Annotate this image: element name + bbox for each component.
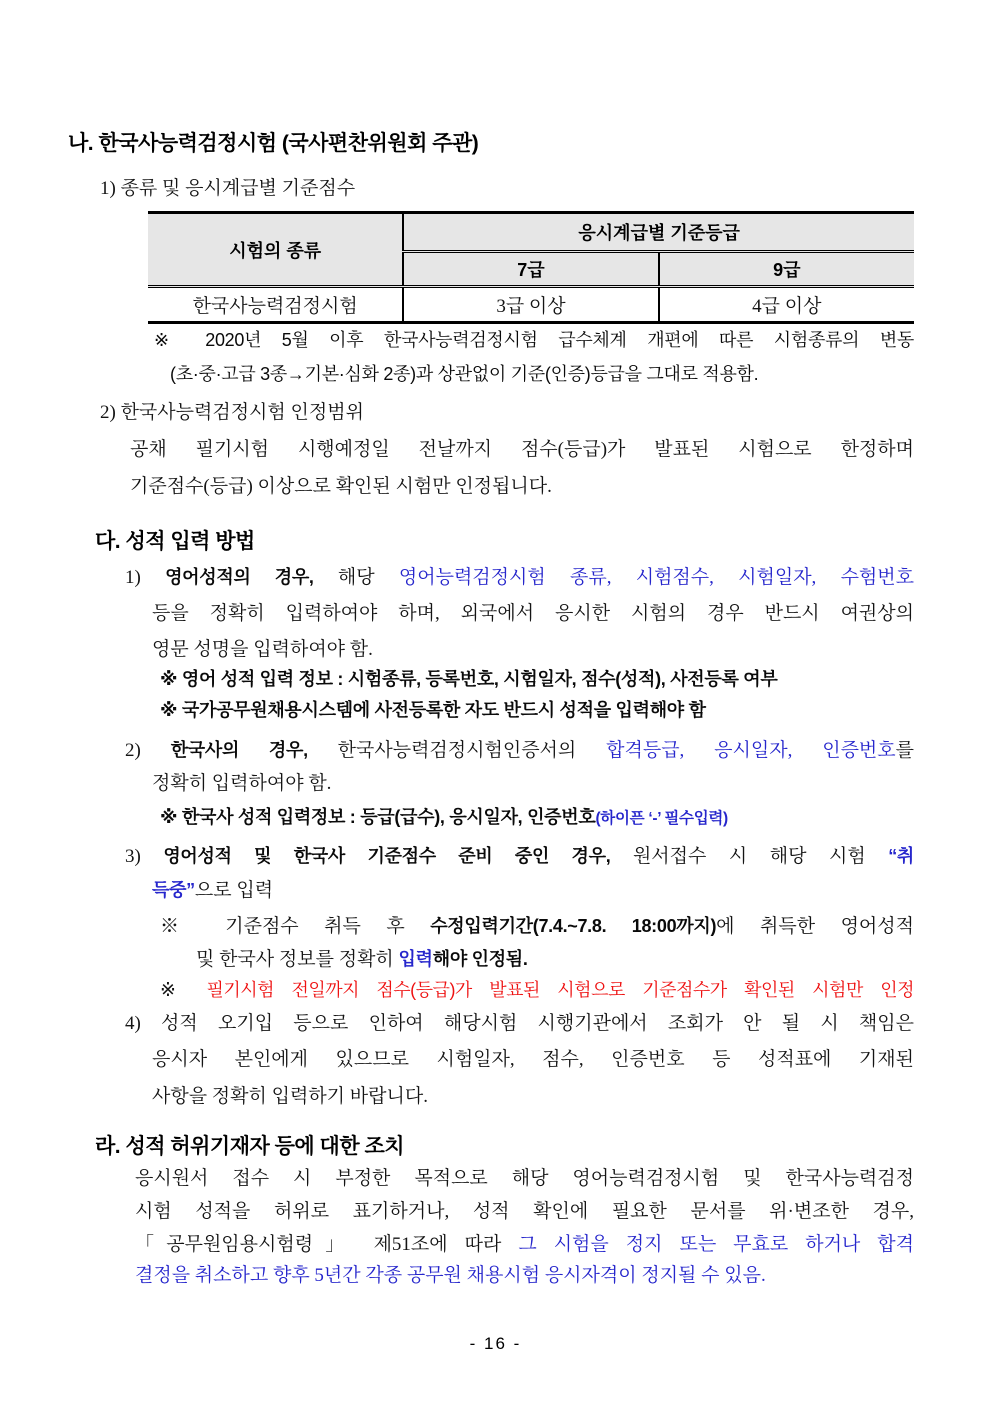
text-run: ※ 기준점수 취득 후 <box>160 916 431 937</box>
text-run: 시험 성적을 허위로 표기하거나, 성적 확인에 필요한 문서를 위·변조한 경우, <box>135 1201 914 1222</box>
text-run: (초·중·고급 3종→기본·심화 2종)과 상관없이 기준(인증)등급을 그대로 적용함. <box>170 364 759 384</box>
table-header-grade7: 7급 <box>403 252 658 287</box>
text-run: 영문 성명을 입력하여야 함. <box>152 639 373 660</box>
text-run: 그 시험을 정지 또는 무효로 하거나 합격 <box>518 1234 914 1255</box>
table-row <box>148 213 914 252</box>
body-line <box>125 1012 914 1036</box>
text-run: 필기시험 전일까지 점수(등급)가 발표된 시험으로 기준점수가 확인된 시험만 인정 <box>206 980 915 1000</box>
text-run: 정확히 입력하여야 함. <box>152 773 332 794</box>
note-line <box>196 948 528 972</box>
text-run: 수정입력기간(7.4.~7.8. 18:00까지) <box>430 916 717 936</box>
table-row <box>148 287 914 323</box>
section-heading-ra: 라. 성적 허위기재자 등에 대한 조치 <box>95 1135 405 1158</box>
text-run: 원서접수 시 해당 시험 <box>610 846 889 867</box>
body-line <box>152 879 273 903</box>
body-line <box>152 772 331 796</box>
table-cell-exam-name: 한국사능력검정시험 <box>148 287 403 323</box>
text-run: 합격등급, 응시일자, 인증번호 <box>606 740 896 761</box>
note-line <box>154 329 914 353</box>
text-run: (하이픈 ‘-’ 필수입력) <box>595 810 728 827</box>
table-header-grade9: 9급 <box>659 252 914 287</box>
text-run: 등을 정확히 입력하여야 하며, 외국에서 응시한 시험의 경우 반드시 여권상의 <box>152 603 914 624</box>
note-line <box>160 699 706 723</box>
body-line <box>152 1085 428 1109</box>
text-run: 영어성적 및 한국사 기준점수 준비 중인 경우, <box>163 846 611 866</box>
text-run: 득중” <box>152 880 195 900</box>
text-run: 3) <box>125 846 164 867</box>
table-cell-grade7: 3급 이상 <box>403 287 658 323</box>
note-line <box>160 915 914 939</box>
text-run: ※ 2020년 5월 이후 한국사능력검정시험 급수체계 개편에 따른 시험종류의 변동 <box>154 330 914 350</box>
text-run: “취 <box>888 846 914 866</box>
text-run: 입력 <box>398 949 433 969</box>
text-run: 기준점수(등급) 이상으로 확인된 시험만 인정됩니다. <box>130 476 552 497</box>
text-run: 해당 <box>313 567 399 588</box>
text-run: 2) <box>125 740 171 761</box>
text-run: 및 한국사 정보를 정확히 <box>196 949 399 970</box>
section-heading-na: 나. 한국사능력검정시험 (국사편찬위원회 주관) <box>68 132 479 155</box>
note-line <box>170 363 758 387</box>
table-cell-grade9: 4급 이상 <box>659 287 914 323</box>
text-run: ※ 한국사 성적 입력정보 : 등급(급수), 응시일자, 인증번호 <box>160 807 596 827</box>
note-line <box>160 806 728 830</box>
body-line <box>125 845 914 869</box>
text-run: 한국사의 경우, <box>170 740 308 760</box>
text-run: 한국사능력검정시험인증서의 <box>307 740 607 761</box>
text-run: 공채 필기시험 시행예정일 전날까지 점수(등급)가 발표된 시험으로 한정하며 <box>130 439 914 460</box>
text-run: ※ <box>160 980 207 1001</box>
page-number: - 16 - <box>469 1334 522 1353</box>
text-run: 결정을 취소하고 향후 5년간 각종 공무원 채용시험 응시자격이 정지될 수 있음. <box>135 1265 766 1286</box>
text-run: ※ 국가공무원채용시스템에 사전등록한 자도 반드시 성적을 입력해야 함 <box>160 700 706 720</box>
text-run: 응시원서 접수 시 부정한 목적으로 해당 영어능력검정시험 및 한국사능력검정 <box>135 1168 914 1189</box>
text-run: 사항을 정확히 입력하기 바랍니다. <box>152 1086 428 1107</box>
text-run: 영어능력검정시험 종류, 시험점수, 시험일자, 수험번호 <box>398 567 914 588</box>
table-header-exam-type: 시험의 종류 <box>148 213 403 287</box>
text-run: ※ 영어 성적 입력 정보 : 시험종류, 등록번호, 시험일자, 점수(성적), 사전등록 여부 <box>160 669 778 689</box>
note-line-warning <box>160 979 914 1003</box>
body-line <box>130 475 552 499</box>
text-run: 에 취득한 영어성적 <box>716 916 914 937</box>
body-line <box>152 638 373 662</box>
body-line <box>135 1167 914 1191</box>
text-run: 「공무원임용시험령」 제51조에 따라 <box>135 1234 519 1255</box>
body-line <box>125 566 914 590</box>
item-label <box>100 401 364 425</box>
grade-criteria-table <box>148 211 914 324</box>
table-header-group: 응시계급별 기준등급 <box>403 213 914 252</box>
body-line <box>130 438 914 462</box>
body-line <box>135 1264 766 1288</box>
body-line <box>135 1200 914 1224</box>
body-line <box>125 739 914 763</box>
item-label <box>100 177 355 201</box>
body-line <box>152 602 914 626</box>
body-line <box>152 1048 914 1072</box>
text-run: 영어성적의 경우, <box>165 567 314 587</box>
text-run: 1) <box>125 567 166 588</box>
text-run: 를 <box>895 740 915 761</box>
text-run: 4) 성적 오기입 등으로 인하여 해당시험 시행기관에서 조회가 안 될 시 책임은 <box>125 1013 914 1034</box>
section-heading-da: 다. 성적 입력 방법 <box>95 530 255 553</box>
text-run: 응시자 본인에게 있으므로 시험일자, 점수, 인증번호 등 성적표에 기재된 <box>152 1049 914 1070</box>
text-run: 2) 한국사능력검정시험 인정범위 <box>100 402 364 423</box>
body-line <box>135 1233 914 1257</box>
text-run: 으로 입력 <box>194 880 274 901</box>
text-run: 해야 인정됨. <box>432 949 528 969</box>
text-run: 1) 종류 및 응시계급별 기준점수 <box>100 178 356 199</box>
note-line <box>160 668 777 692</box>
